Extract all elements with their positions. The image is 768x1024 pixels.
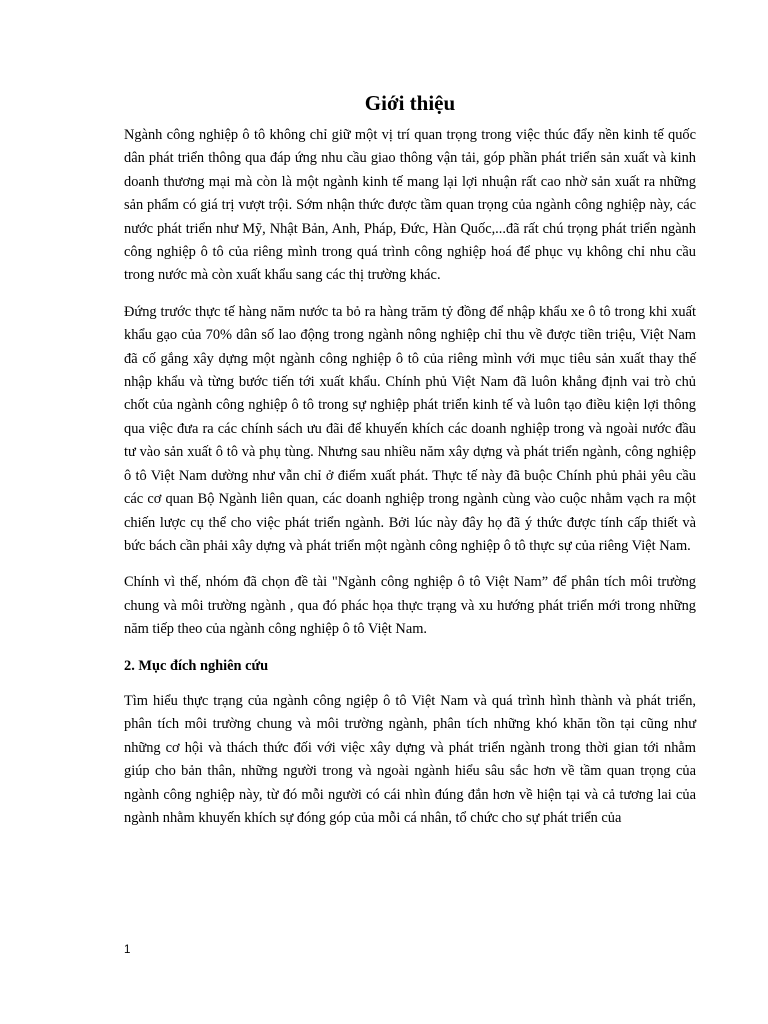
page-number: 1	[124, 944, 131, 956]
intro-paragraph-1: Ngành công nghiệp ô tô không chỉ giữ một vị trí quan trọng trong việc thúc đẩy nền kinh tế quốc dân phát triển thông qua đáp ứng nhu cầu giao thông vận tải, góp phần phát triển sản xuất và kinh doanh thương mại mà còn là một ngành kinh tế mang lại lợi nhuận rất cao nhờ sản xuất ra những sản phẩm có giá trị vượt trội. Sớm nhận thức được tầm quan trọng của ngành công nghiệp này, các nước phát triển như Mỹ, Nhật Bản, Anh, Pháp, Đức, Hàn Quốc,...đã rất chú trọng phát triển ngành công nghiệp ô tô của riêng mình trong quá trình công nghiệp hoá để phục vụ không chỉ nhu cầu trong nước mà còn xuất khẩu sang các thị trường khác.	[124, 127, 696, 284]
page-title: Giới thiệu	[364, 91, 456, 115]
intro-paragraph-2: Đứng trước thực tế hàng năm nước ta bỏ ra hàng trăm tỷ đồng để nhập khẩu xe ô tô trong khi xuất khẩu gạo của 70% dân số lao động trong ngành nông nghiệp chỉ thu về được tiền triệu, Việt Nam đã cố gắng xây dựng một ngành công nghiệp ô tô của riêng mình với mục tiêu sản xuất thay thế nhập khẩu và từng bước tiến tới xuất khẩu. Chính phủ Việt Nam đã luôn khẳng định vai trò chủ chốt của ngành công nghiệp ô tô trong sự nghiệp phát triển kinh tế và luôn tạo điều kiện lợi thông qua việc đưa ra các chính sách ưu đãi để khuyến khích các doanh nghiệp trong và ngoài nước đầu tư vào sản xuất ô tô và phụ tùng. Nhưng sau nhiều năm xây dựng và phát triển ngành, công nghiệp ô tô Việt Nam dường như vẫn chỉ ở điểm xuất phát. Thực tế này đã buộc Chính phủ phải yêu cầu các cơ quan Bộ Ngành liên quan, các doanh nghiệp trong ngành cùng vào cuộc nhằm vạch ra một chiến lược cụ thể cho việc phát triển ngành. Bởi lúc này đây họ đã ý thức được tính cấp thiết và bức bách cần phải xây dựng và phát triển một ngành công nghiệp ô tô thực sự của riêng Việt Nam.	[124, 303, 696, 554]
section-paragraph: Tìm hiểu thực trạng của ngành công ngiệp ô tô Việt Nam và quá trình hình thành và phát triển, phân tích môi trường chung và môi trường ngành, phân tích những khó khăn tồn tại cũng như những cơ hội và thách thức đối với việc xây dựng và phát triển ngành trong thời gian tới nhằm giúp cho bản thân, những người trong và ngoài ngành hiểu sâu sắc hơn về tầm quan trọng của ngành công nghiệp này, từ đó mỗi người có cái nhìn đúng đắn hơn về hiện tại và cả tương lai của ngành nhằm khuyến khích sự đóng góp của mỗi cá nhân, tổ chức cho sự phát triển của	[124, 692, 696, 826]
section-heading: 2. Mục đích nghiên cứu	[124, 657, 269, 674]
intro-paragraph-3: Chính vì thế, nhóm đã chọn đề tài "Ngành công nghiệp ô tô Việt Nam” để phân tích môi trường chung và môi trường ngành , qua đó phác họa thực trạng và xu hướng phát triển mới trong những năm tiếp theo của ngành công nghiệp ô tô Việt Nam.	[124, 574, 696, 638]
document-body	[124, 88, 696, 843]
